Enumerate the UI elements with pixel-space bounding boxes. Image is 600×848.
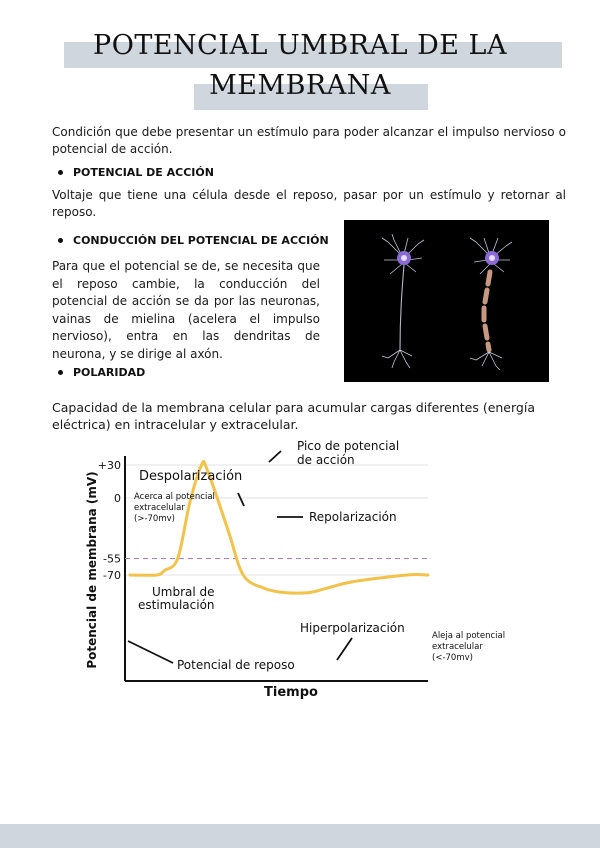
action-potential-paragraph: Voltaje que tiene una célula desde el reposo, pasar por un estímulo y retornar al reposo.	[52, 188, 566, 219]
depolarization-note: Acerca al potencial extracelular (>-70mv)	[134, 492, 215, 524]
peak-annotation: Pico de potencial de acción	[297, 439, 400, 467]
polarity-paragraph: Capacidad de la membrana celular para acumular cargas diferentes (energía eléctrica) en intracelular y extracelular.	[52, 400, 535, 432]
y-axis-label: Potencial de membrana (mV)	[85, 471, 99, 669]
heading-action-potential: POTENCIAL DE ACCIÓN	[58, 166, 214, 179]
bullet-icon	[58, 238, 63, 243]
repolarization-label: Repolarización	[309, 510, 397, 524]
y-tick-labels	[98, 459, 121, 582]
threshold-annotation: Umbral de estimulación	[138, 585, 215, 612]
footer-band	[0, 824, 600, 848]
depolarization-label: Despolarización	[139, 469, 243, 484]
resting-potential-label: Potencial de reposo	[177, 658, 295, 672]
bullet-icon	[58, 170, 63, 175]
myelin-sheath	[484, 272, 490, 350]
heading-polarity: POLARIDAD	[58, 366, 145, 379]
x-axis-label: Tiempo	[264, 685, 318, 700]
hyperpolarization-note: Aleja al potencial extracelular (<-70mv)	[432, 631, 506, 663]
intro-paragraph: Condición que debe presentar un estímulo para poder alcanzar el impulso nervioso o potencial de acción.	[52, 125, 566, 156]
y-tick-label: 0	[114, 492, 121, 505]
y-tick-label: -55	[103, 552, 121, 566]
y-tick-label: -70	[103, 569, 121, 582]
bullet-icon	[58, 370, 63, 375]
y-tick-label: +30	[97, 459, 121, 472]
neuron-illustration	[344, 220, 549, 382]
neuron-drawing	[344, 220, 549, 382]
conduction-paragraph: Para que el potencial se de, se necesita que el reposo cambie, la conducción del potencial de acción se da por las neuronas, vainas de mielina (acelera el impulso nervioso), entra en las dendritas de neurona, y se dirige al axón.	[52, 259, 320, 361]
page-title-line-2: MEMBRANA	[209, 70, 391, 101]
page-title-line-1: POTENCIAL UMBRAL DE LA	[93, 30, 507, 61]
membrane-potential-chart	[0, 434, 600, 704]
hyperpolarization-label: Hiperpolarización	[300, 621, 405, 635]
heading-conduction: CONDUCCIÓN DEL POTENCIAL DE ACCIÓN	[58, 234, 329, 247]
